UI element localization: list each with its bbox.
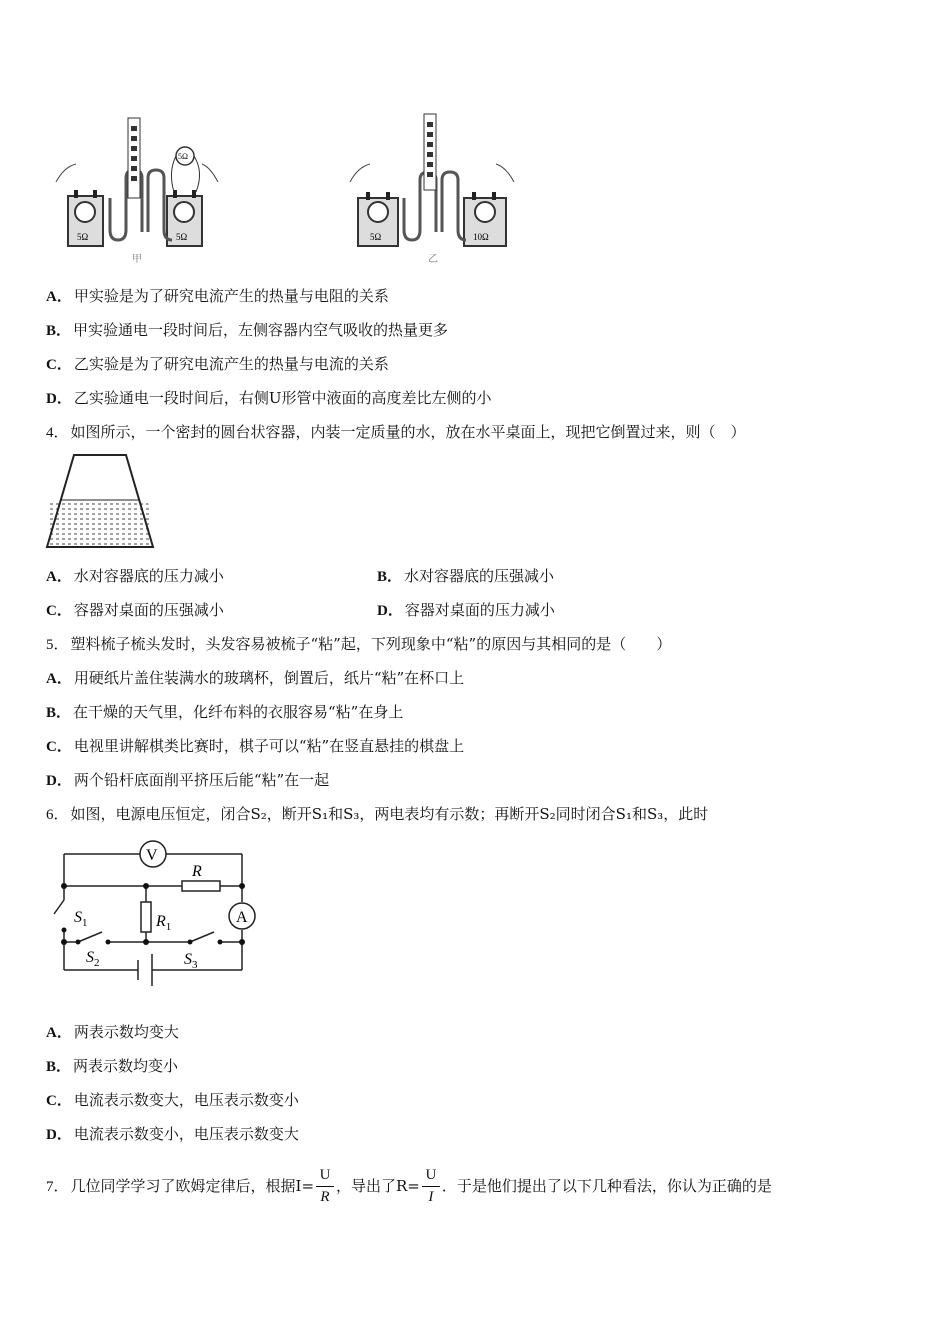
q4-option-b[interactable]: B． 水对容器底的压强减小 xyxy=(377,567,555,585)
q5-option-c[interactable]: C． 电视里讲解棋类比赛时，棋子可以“粘”在竖直悬挂的棋盘上 xyxy=(46,737,465,755)
circuit-diagram xyxy=(40,840,270,988)
yi-left-resistor: 5Ω xyxy=(370,232,382,242)
q5-stem: 5． 塑料梳子梳头发时，头发容易被梳子“粘”起，下列现象中“粘”的原因与其相同的是（ ） xyxy=(46,635,672,653)
figure-jia xyxy=(52,112,227,268)
q5-option-a[interactable]: A． 用硬纸片盖住装满水的玻璃杯，倒置后，纸片“粘”在杯口上 xyxy=(46,669,465,687)
q4-stem: 4． 如图所示，一个密封的圆台状容器，内装一定质量的水，放在水平桌面上，现把它倒置过来，则（ ） xyxy=(46,423,746,441)
voltmeter-label: V xyxy=(146,847,158,864)
fraction-u-over-r: $\frac{U}{R}$ xyxy=(314,1167,336,1207)
switch-s1-label: $S_1$ xyxy=(74,909,88,929)
q5-option-b[interactable]: B． 在干燥的天气里，化纤布料的衣服容易“粘”在身上 xyxy=(46,703,404,721)
figure-yi xyxy=(346,112,521,268)
q3-option-a[interactable]: A． 甲实验是为了研究电流产生的热量与电阻的关系 xyxy=(46,287,389,305)
q6-stem: 6． 如图，电源电压恒定，闭合S₂，断开S₁和S₃，两电表均有示数；再断开S₂同时闭合S₁和S₃，此时 xyxy=(46,805,709,823)
q3-option-d[interactable]: D． 乙实验通电一段时间后，右侧U形管中液面的高度差比左侧的小 xyxy=(46,389,492,407)
q7-stem: 7． 几位同学学习了欧姆定律后，根据I= $\frac{U}{R}$ ，导出了R= $\frac{U}{I}$ ．于是他们提出了以下几种看法，你认为正确的是 xyxy=(46,1167,772,1205)
switch-s3-label: $S_3$ xyxy=(184,951,198,971)
switch-s2-label: $S_2$ xyxy=(86,949,100,969)
q6-option-a[interactable]: A． 两表示数均变大 xyxy=(46,1023,179,1041)
yi-caption: 乙 xyxy=(428,254,438,265)
jia-top-resistor: 5Ω xyxy=(178,152,188,161)
q6-option-c[interactable]: C． 电流表示数变大，电压表示数变小 xyxy=(46,1091,299,1109)
jia-right-resistor: 5Ω xyxy=(176,232,188,242)
q4-option-a[interactable]: A． 水对容器底的压力减小 xyxy=(46,567,224,585)
fraction-u-over-i: $\frac{U}{I}$ xyxy=(420,1167,442,1207)
jia-left-resistor: 5Ω xyxy=(77,232,89,242)
q3-option-b[interactable]: B． 甲实验通电一段时间后，左侧容器内空气吸收的热量更多 xyxy=(46,321,449,339)
q3-option-c[interactable]: C． 乙实验是为了研究电流产生的热量与电流的关系 xyxy=(46,355,389,373)
q6-option-b[interactable]: B． 两表示数均变小 xyxy=(46,1057,179,1075)
q6-option-d[interactable]: D． 电流表示数变小，电压表示数变大 xyxy=(46,1125,299,1143)
q5-option-d[interactable]: D． 两个铅杆底面削平挤压后能“粘”在一起 xyxy=(46,771,330,789)
jia-caption: 甲 xyxy=(132,254,142,265)
resistor-r1-label: $R_1$ xyxy=(156,913,172,933)
q4-option-d[interactable]: D． 容器对桌面的压力减小 xyxy=(377,601,555,619)
q4-option-c[interactable]: C． 容器对桌面的压强减小 xyxy=(46,601,224,619)
frustum-container-figure xyxy=(44,452,156,552)
ammeter-label: A xyxy=(236,909,248,926)
yi-right-resistor: 10Ω xyxy=(473,232,489,242)
resistor-r-label: R xyxy=(192,863,202,880)
